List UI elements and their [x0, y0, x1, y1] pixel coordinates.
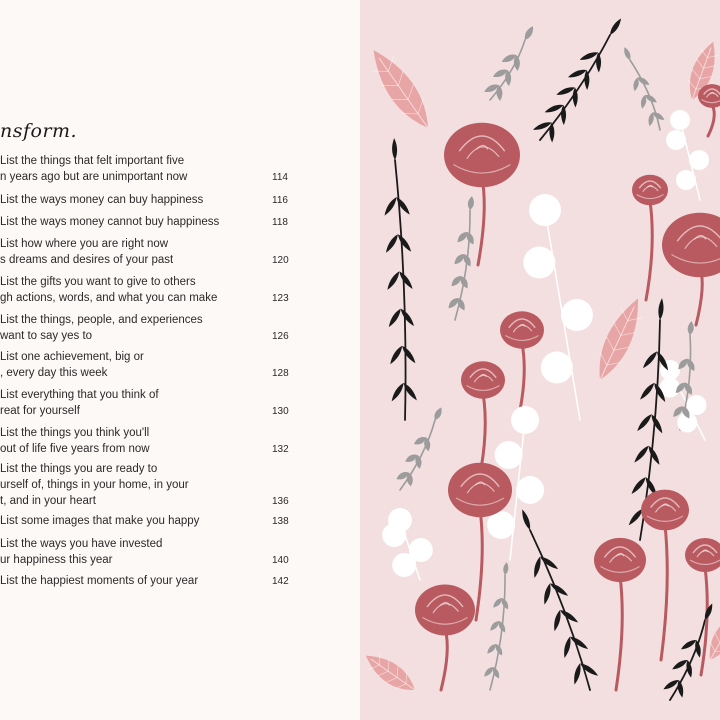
rose-stem — [646, 201, 652, 300]
black-sprig-leaf — [646, 444, 661, 466]
black-sprig-leaf — [542, 583, 552, 606]
toc-page-number: 130 — [272, 406, 289, 417]
black-sprig-leaf — [387, 307, 403, 328]
rose-stem — [478, 178, 484, 265]
black-sprig-leaf — [694, 640, 702, 659]
toc-page-number: 138 — [272, 516, 289, 527]
toc-entry-text: List the gifts you want to give to others — [0, 276, 196, 288]
black-sprig-leaf — [596, 52, 601, 72]
black-sprig-leaf — [641, 350, 659, 370]
toc-entry-text: ur happiness this year — [0, 554, 113, 566]
black-sprig-leaf — [539, 555, 560, 572]
section-heading: nsform. — [0, 120, 78, 142]
toc-entry-text: List the ways money can buy happiness — [0, 194, 204, 206]
toc-page-number: 132 — [272, 444, 289, 455]
rose — [444, 123, 520, 188]
toc-entry-text: List the ways money cannot buy happiness — [0, 216, 220, 228]
white-sprig-leaf — [495, 441, 523, 469]
toc-page-number: 114 — [272, 172, 288, 183]
white-sprig-leaf — [676, 170, 696, 190]
white-sprig-leaf — [388, 508, 412, 532]
rose — [632, 175, 668, 206]
gray-sprig-leaf — [522, 25, 535, 42]
black-sprig-leaf — [388, 344, 404, 365]
black-sprig-leaf — [658, 298, 665, 320]
floral-illustration — [360, 0, 720, 720]
toc-page-number: 126 — [272, 331, 289, 342]
toc-page-number: 142 — [272, 576, 289, 587]
toc-entry-text: List the things, people, and experiences — [0, 314, 203, 326]
white-sprig-leaf — [687, 395, 707, 415]
rose — [448, 463, 512, 517]
black-sprig-leaf — [635, 413, 653, 433]
black-sprig-stem — [395, 160, 406, 420]
white-sprig-leaf — [541, 352, 573, 384]
gray-sprig-leaf — [622, 46, 632, 61]
black-sprig-leaf — [552, 609, 562, 632]
black-sprig-leaf — [532, 556, 542, 579]
black-sprig-leaf — [390, 382, 406, 403]
white-sprig-leaf — [409, 538, 433, 562]
toc-entry-text: want to say yes to — [0, 330, 93, 342]
black-sprig-leaf — [400, 344, 417, 365]
rose — [415, 585, 475, 636]
toc-entry-text: reat for yourself — [0, 405, 80, 417]
black-sprig-leaf — [384, 233, 400, 254]
black-sprig-leaf — [402, 381, 419, 402]
black-sprig-leaf — [632, 444, 650, 464]
toc-entry — [0, 215, 300, 231]
black-sprig-leaf — [572, 663, 582, 686]
black-sprig-leaf — [562, 636, 572, 659]
toc-entry-text: urself of, things in your home, in your — [0, 479, 189, 491]
toc-entry — [0, 574, 300, 590]
rose-stem — [708, 104, 714, 136]
black-sprig-leaf — [385, 270, 401, 291]
toc-page-number: 128 — [272, 368, 289, 379]
toc-entry — [0, 537, 300, 569]
toc-entry — [0, 275, 300, 307]
white-sprig-leaf — [561, 299, 593, 331]
toc-page-number: 136 — [272, 496, 289, 507]
rose-stem — [441, 628, 447, 690]
toc-entry-text: List everything that you think of — [0, 389, 159, 401]
black-sprig-leaf — [520, 509, 532, 531]
toc-page-number: 120 — [272, 255, 289, 266]
toc-entry-text: List the ways you have invested — [0, 538, 163, 550]
toc-entry-text: s dreams and desires of your past — [0, 254, 174, 266]
white-sprig-leaf — [666, 130, 686, 150]
white-sprig-leaf — [670, 110, 690, 130]
toc-entry-text: List the things that felt important five — [0, 155, 185, 167]
white-sprig-leaf — [523, 247, 555, 279]
toc-entry — [0, 154, 300, 186]
toc-entry — [0, 350, 300, 382]
gray-sprig-leaf — [687, 321, 694, 336]
toc-entry — [0, 388, 300, 420]
black-sprig-leaf — [630, 476, 648, 496]
rose — [641, 490, 689, 531]
white-sprig-leaf — [511, 406, 539, 434]
pink-leaf — [360, 647, 421, 698]
toc-page-number: 116 — [272, 195, 288, 206]
toc-entry-text: List one achievement, big or — [0, 351, 144, 363]
black-sprig-leaf — [397, 270, 414, 291]
black-sprig-leaf — [394, 196, 411, 217]
black-sprig-leaf — [671, 658, 689, 672]
toc-entry — [0, 426, 300, 458]
toc-entry-text: List the things you are ready to — [0, 463, 158, 475]
rose — [594, 538, 646, 582]
toc-page-number: 140 — [272, 555, 289, 566]
toc-entry-text: out of life five years from now — [0, 443, 150, 455]
black-sprig-leaf — [399, 307, 416, 328]
toc-page-number: 118 — [272, 217, 288, 228]
toc-entry-text: List the things you think you'll — [0, 427, 150, 439]
rose — [662, 213, 720, 278]
white-sprig-leaf — [516, 476, 544, 504]
black-sprig-leaf — [608, 17, 623, 36]
white-sprig-leaf — [529, 194, 561, 226]
black-sprig-leaf — [685, 660, 693, 679]
toc-entry-text: gh actions, words, and what you can make — [0, 292, 218, 304]
toc-entry — [0, 313, 300, 345]
toc-page-number: 123 — [272, 293, 289, 304]
rose — [500, 311, 544, 348]
toc-entry — [0, 514, 300, 530]
pink-leaf — [589, 293, 649, 385]
toc-entry — [0, 462, 300, 510]
toc-entry-text: , every day this week — [0, 367, 108, 379]
black-sprig-leaf — [549, 122, 554, 142]
black-sprig-leaf — [680, 638, 698, 652]
rose — [461, 361, 505, 398]
black-sprig-leaf — [579, 661, 600, 678]
gray-sprig-leaf — [467, 196, 475, 211]
toc-entry-text: n years ago but are unimportant now — [0, 171, 188, 183]
toc-entry — [0, 193, 300, 209]
toc-entry-text: List how where you are right now — [0, 238, 169, 250]
rose-stem — [616, 576, 622, 690]
rose-stem — [476, 509, 482, 620]
gray-sprig-leaf — [432, 406, 444, 421]
black-sprig-leaf — [638, 381, 656, 401]
rose — [685, 538, 720, 572]
floral-illustration-page — [360, 0, 720, 720]
black-sprig-leaf — [396, 233, 413, 254]
black-sprig-leaf — [569, 635, 590, 652]
toc-entry-text: List the happiest moments of your year — [0, 575, 199, 587]
rose-stem — [661, 524, 667, 660]
gray-sprig-leaf — [503, 562, 510, 576]
white-sprig-leaf — [689, 150, 709, 170]
toc-entry — [0, 237, 300, 269]
toc-entry-text: t, and in your heart — [0, 495, 96, 507]
black-sprig-leaf — [382, 196, 398, 217]
toc-entry-text: List some images that make you happy — [0, 515, 200, 527]
black-sprig-leaf — [649, 413, 664, 435]
black-sprig-leaf — [392, 138, 398, 160]
pink-leaf — [363, 43, 439, 136]
